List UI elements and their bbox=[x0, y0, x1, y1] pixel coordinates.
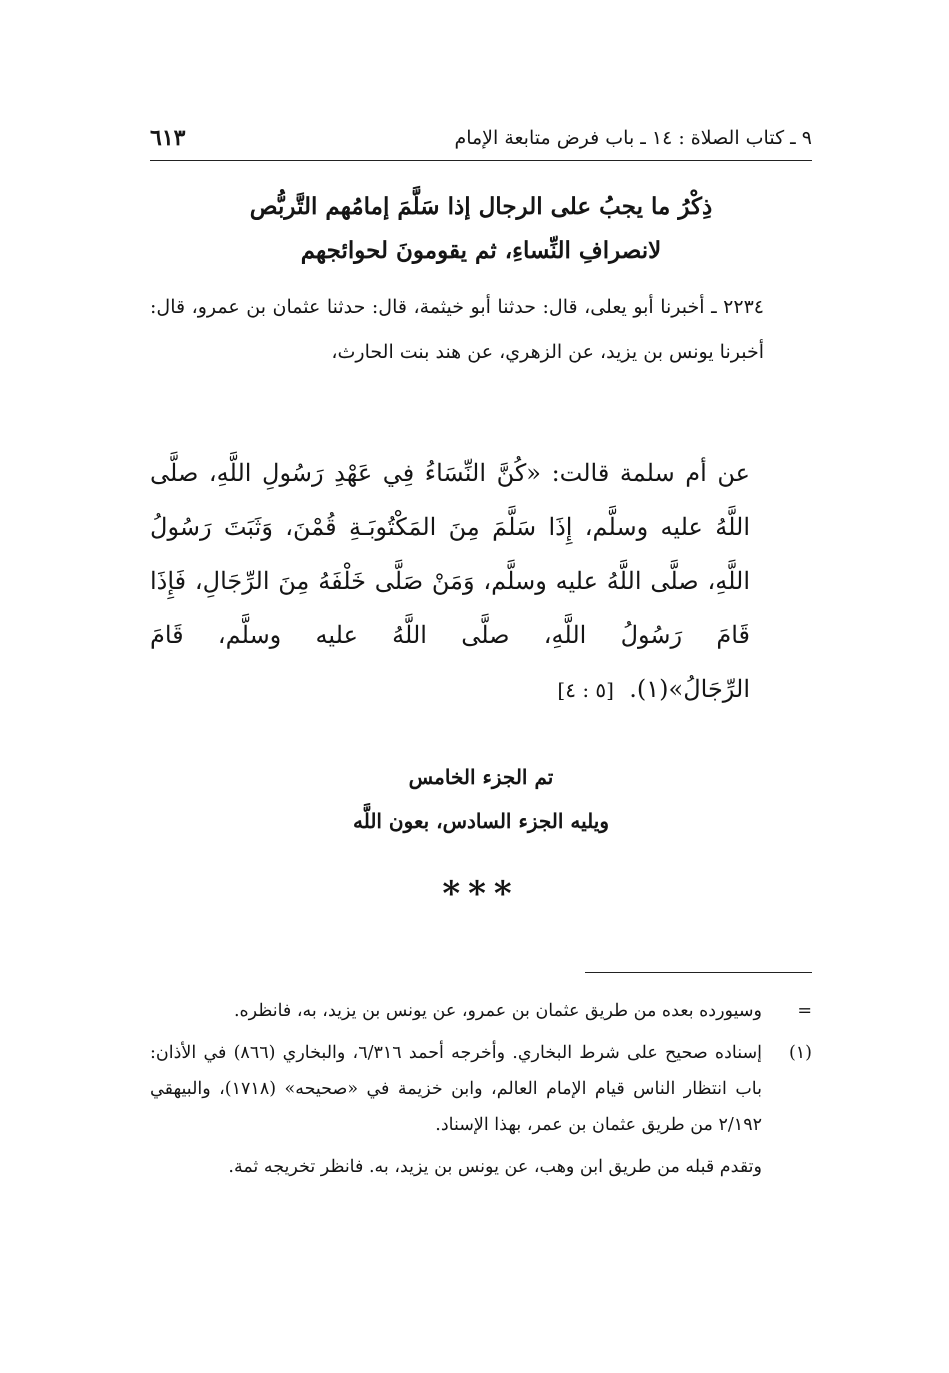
running-title: ٩ ـ كتاب الصلاة : ١٤ ـ باب فرض متابعة الإمام bbox=[454, 127, 812, 149]
chapter-heading-line-2: لانصرافِ النِّساءِ، ثم يقومونَ لحوائجهم bbox=[300, 237, 662, 264]
isnad-text: ٢٢٣٤ ـ أخبرنا أبو يعلى، قال: حدثنا أبو خيثمة، قال: حدثنا عثمان بن عمرو، قال: أخبرنا يونس بن يزيد، عن الزهري، عن هند بنت الحارث، bbox=[150, 296, 764, 363]
footnotes bbox=[150, 993, 812, 1185]
footnote-1 bbox=[150, 1035, 812, 1143]
hadith-reference: [٥ : ٤] bbox=[557, 678, 614, 702]
footnote-1-marker: (١) bbox=[788, 1043, 812, 1063]
matn-text: عن أم سلمة قالت: «كُنَّ النِّسَاءُ فِي عَهْدِ رَسُولِ اللَّهِ، صلَّى اللَّهُ عليه وسلَّم، إِذَا سَلَّمَ مِنَ المَكْتُوبَـةِ قُمْنَ، وَثَبَتَ رَسُولُ اللَّهِ، صلَّى اللَّهُ عليه وسلَّم، وَمَنْ صَلَّى خَلْفَهُ مِنَ الرِّجَالِ، فَإِذَا قَامَ رَسُولُ اللَّهِ، صلَّى اللَّهُ عليه وسلَّم، قَامَ الرِّجَالُ»(١). bbox=[150, 459, 751, 703]
footnote-continuation bbox=[150, 993, 812, 1029]
chapter-heading-line-1: ذِكْرُ ما يجبُ على الرجال إذا سَلَّمَ إمامُهم التَّربُّص bbox=[249, 193, 713, 220]
matn-paragraph bbox=[150, 446, 812, 717]
footnote-continuation-marker: = bbox=[797, 1001, 812, 1021]
chapter-heading bbox=[150, 185, 812, 273]
footnote-1-extra-text: وتقدم قبله من طريق ابن وهب، عن يونس بن يزيد، به. فانظر تخريجه ثمة. bbox=[228, 1157, 762, 1177]
hadith-isnad bbox=[150, 285, 812, 375]
footnote-1-text: إسناده صحيح على شرط البخاري. وأخرجه أحمد ٦/٣١٦، والبخاري (٨٦٦) في الأذان: باب انتظار الناس قيام الإمام العالم، وابن خزيمة في «صحيحه» (١٧١٨)، والبيهقي ٢/١٩٢ من طريق عثمان بن عمر، بهذا الإسناد. bbox=[150, 1043, 763, 1135]
header-divider bbox=[150, 160, 812, 161]
asterisk-separator: *** bbox=[442, 874, 520, 914]
volume-closing bbox=[150, 755, 812, 843]
running-head bbox=[150, 118, 812, 158]
hadith-matn bbox=[150, 446, 812, 717]
page-number: ٦١٣ bbox=[150, 125, 186, 151]
footnote-1-extra bbox=[150, 1149, 812, 1185]
footnote-divider bbox=[585, 972, 812, 973]
closing-line-1: تم الجزء الخامس bbox=[408, 765, 554, 789]
footnote-continuation-text: وسيورده بعده من طريق عثمان بن عمرو، عن يونس بن يزيد، به، فانظره. bbox=[233, 1001, 762, 1021]
closing-line-2: ويليه الجزء السادس، بعون اللَّه bbox=[352, 809, 610, 833]
